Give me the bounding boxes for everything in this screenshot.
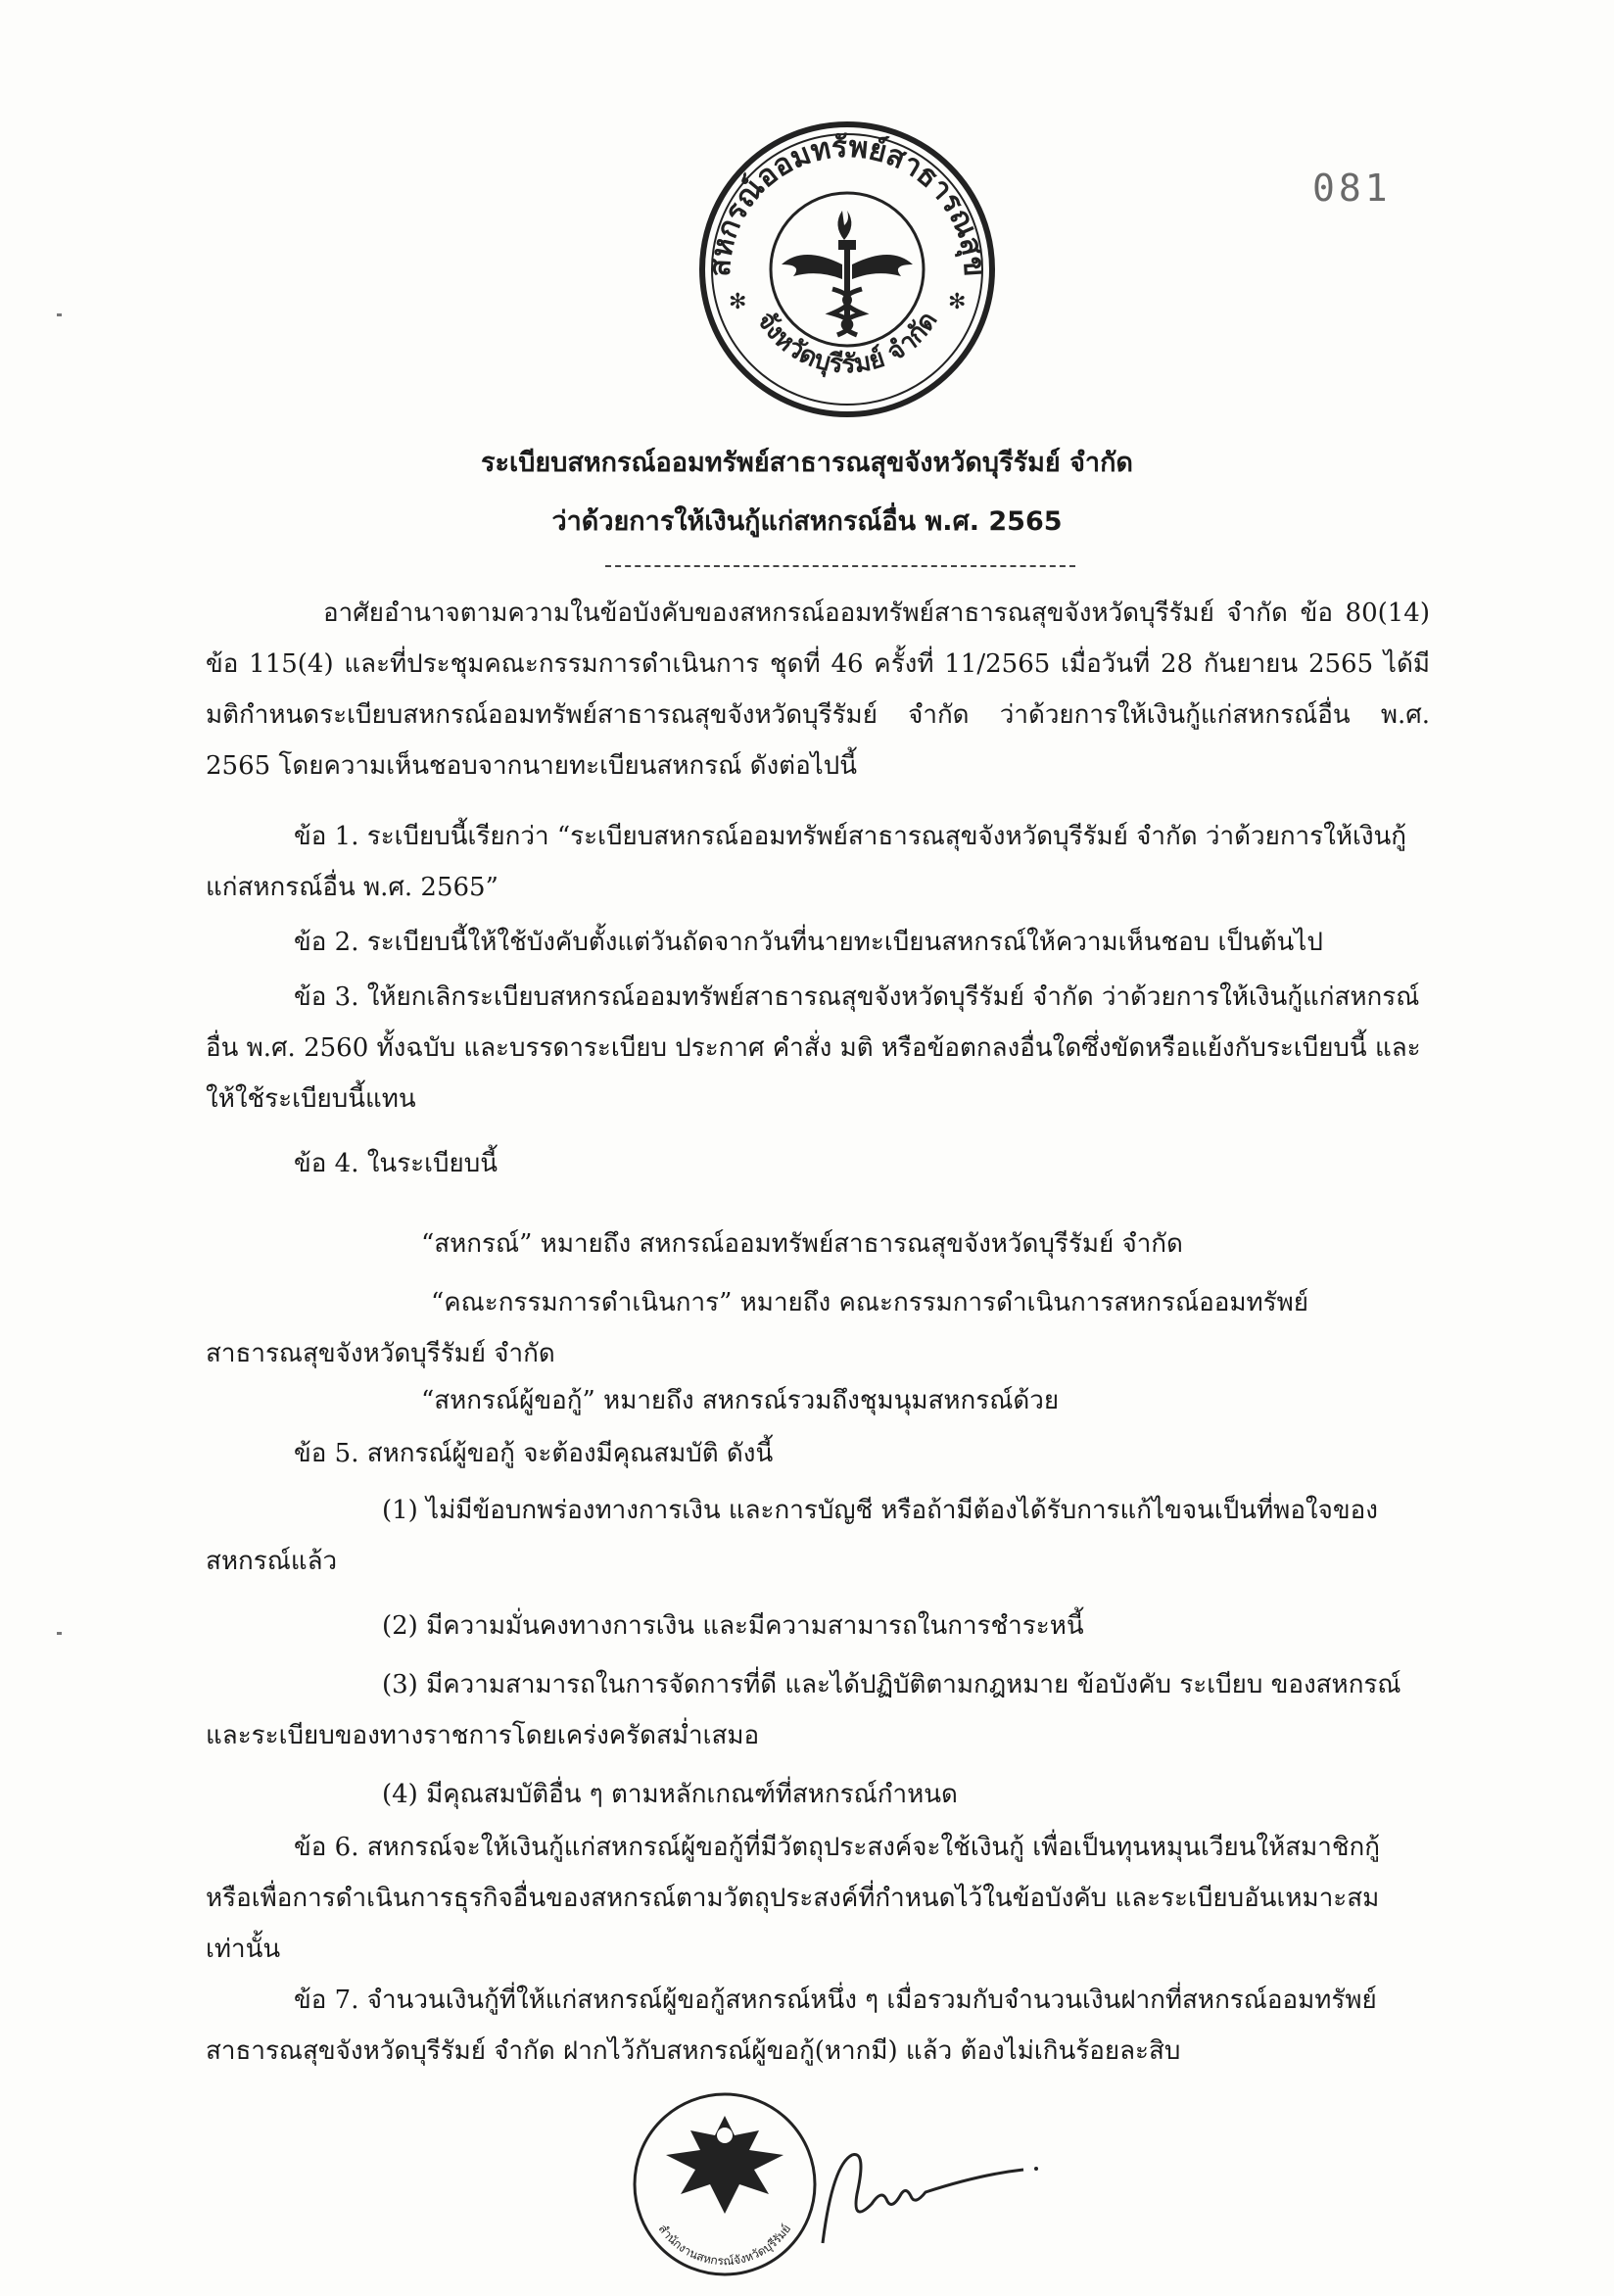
title-divider [605,565,1075,567]
article-5: ข้อ 5. สหกรณ์ผู้ขอกู้ จะต้องมีคุณสมบัติ ดังนี้ [294,1439,774,1468]
article-2: ข้อ 2. ระเบียบนี้ให้ใช้บังคับตั้งแต่วันถัดจากวันที่นายทะเบียนสหกรณ์ให้ความเห็นชอบ เป็นต้นไป [294,928,1323,957]
edge-mark [57,1632,62,1635]
article-7: ข้อ 7. จำนวนเงินกู้ที่ให้แก่สหกรณ์ผู้ขอกู้สหกรณ์หนึ่ง ๆ เมื่อรวมกับจำนวนเงินฝากที่สหกรณ์ออมทรัพย์สาธารณสุขจังหวัดบุรีรัมย์ จำกัด ฝากไว้กับสหกรณ์ผู้ขอกู้(หากมี) แล้ว ต้องไม่เกินร้อยละสิบ [206,1985,1377,2066]
document-subtitle: ว่าด้วยการให้เงินกู้แก่สหกรณ์อื่น พ.ศ. 2565 [551,506,1063,537]
cooperative-seal [695,118,999,421]
article-4-definition-2: “คณะกรรมการดำเนินการ” หมายถึง คณะกรรมการดำเนินการสหกรณ์ออมทรัพย์สาธารณสุขจังหวัดบุรีรัมย์ จำกัด [206,1288,1308,1368]
article-4: ข้อ 4. ในระเบียบนี้ [294,1149,498,1178]
article-1: ข้อ 1. ระเบียบนี้เรียกว่า “ระเบียบสหกรณ์ออมทรัพย์สาธารณสุขจังหวัดบุรีรัมย์ จำกัด ว่าด้วยการให้เงินกู้แก่สหกรณ์อื่น พ.ศ. 2565” [206,822,1407,902]
article-5-item-4: (4) มีคุณสมบัติอื่น ๆ ตามหลักเกณฑ์ที่สหกรณ์กำหนด [382,1780,958,1809]
signature [813,2135,1048,2253]
article-5-item-3: (3) มีความสามารถในการจัดการที่ดี และได้ปฏิบัติตามกฎหมาย ข้อบังคับ ระเบียบ ของสหกรณ์ และระเบียบของทางราชการโดยเคร่งครัดสม่ำเสมอ [206,1670,1401,1750]
garuda-emblem-icon [627,2077,823,2292]
document-title: ระเบียบสหกรณ์ออมทรัพย์สาธารณสุขจังหวัดบุรีรัมย์ จำกัด [481,448,1133,478]
article-5-item-2: (2) มีความมั่นคงทางการเงิน และมีความสามารถในการชำระหนี้ [382,1611,1084,1641]
svg-text:สำนักงานสหกรณ์จังหวัดบุรีรัมย์: สำนักงานสหกรณ์จังหวัดบุรีรัมย์ [655,2222,794,2269]
edge-mark [57,313,62,316]
handwritten-signature-icon [813,2135,1048,2253]
article-5-item-1: (1) ไม่มีข้อบกพร่องทางการเงิน และการบัญชี หรือถ้ามีต้องได้รับการแก้ไขจนเป็นที่พอใจของสหกรณ์แล้ว [206,1496,1378,1576]
article-4-definition-3: “สหกรณ์ผู้ขอกู้” หมายถึง สหกรณ์รวมถึงชุมนุมสหกรณ์ด้วย [421,1386,1060,1415]
article-3: ข้อ 3. ให้ยกเลิกระเบียบสหกรณ์ออมทรัพย์สาธารณสุขจังหวัดบุรีรัมย์ จำกัด ว่าด้วยการให้เงินกู้แก่สหกรณ์อื่น พ.ศ. 2560 ทั้งฉบับ และบรรดาระเบียบ ประกาศ คำสั่ง มติ หรือข้อตกลงอื่นใดซึ่งขัดหรือแย้งกับระเบียบนี้ และให้ใช้ระเบียบนี้แทน [206,982,1421,1114]
svg-text:จังหวัดบุรีรัมย์ จำกัด: จังหวัดบุรีรัมย์ จำกัด [750,307,944,380]
svg-text:✻: ✻ [729,290,747,314]
article-6: ข้อ 6. สหกรณ์จะให้เงินกู้แก่สหกรณ์ผู้ขอกู้ที่มีวัตถุประสงค์จะใช้เงินกู้ เพื่อเป็นทุนหมุนเวียนให้สมาชิกกู้ หรือเพื่อการดำเนินการธุรกิจอื่นของสหกรณ์ตามวัตถุประสงค์ที่กำหนดไว้ในข้อบังคับ และระเบียบอันเหมาะสมเท่านั้น [206,1833,1381,1964]
preamble: อาศัยอำนาจตามความในข้อบังคับของสหกรณ์ออมทรัพย์สาธารณสุขจังหวัดบุรีรัมย์ จำกัด ข้อ 80(14) ข้อ 115(4) และที่ประชุมคณะกรรมการดำเนินการ ชุดที่ 46 ครั้งที่ 11/2565 เมื่อวันที่ 28 กันยายน 2565 ได้มีมติกำหนดระเบียบสหกรณ์ออมทรัพย์สาธารณสุขจังหวัดบุรีรัมย์ จำกัด ว่าด้วยการให้เงินกู้แก่สหกรณ์อื่น พ.ศ. 2565 โดยความเห็นชอบจากนายทะเบียนสหกรณ์ ดังต่อไปนี้ [206,598,1430,781]
svg-text:✻: ✻ [948,290,967,314]
svg-text:สหกรณ์ออมทรัพย์สาธารณสุข: สหกรณ์ออมทรัพย์สาธารณสุข [702,129,992,278]
article-4-definition-1: “สหกรณ์” หมายถึง สหกรณ์ออมทรัพย์สาธารณสุขจังหวัดบุรีรัมย์ จำกัด [421,1229,1183,1259]
page-number: 081 [1312,167,1392,210]
official-seal [627,2077,823,2292]
winged-torch-caduceus-emblem-icon [695,118,999,421]
